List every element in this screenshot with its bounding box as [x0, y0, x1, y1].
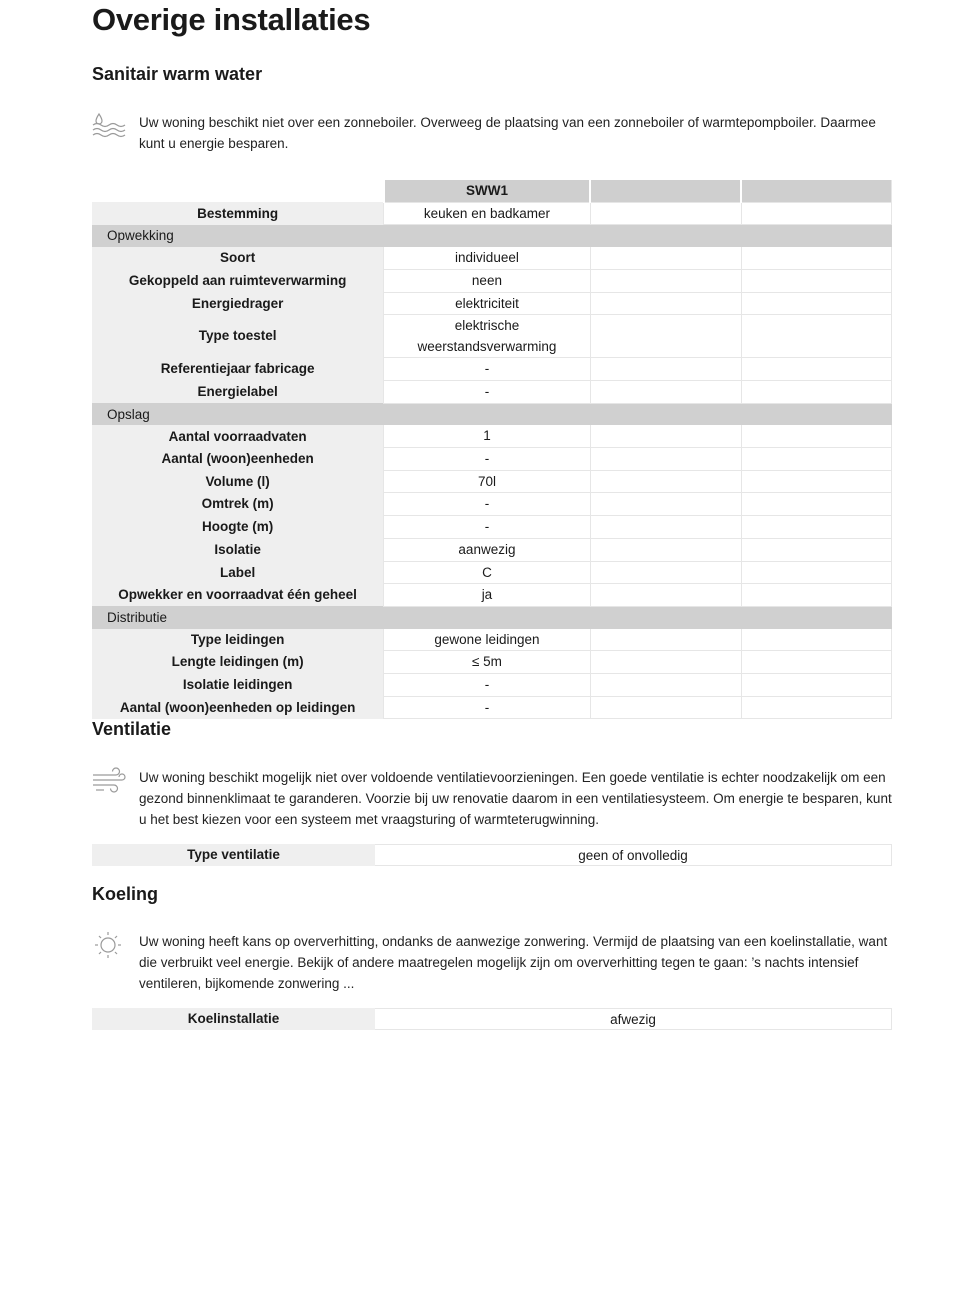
ventilatie-label: Type ventilatie [92, 844, 375, 866]
table-row-label: Aantal (woon)eenheden op leidingen [92, 696, 384, 719]
water-heater-icon [92, 112, 139, 154]
table-row [92, 315, 892, 358]
table-row-value: 1 [384, 425, 591, 447]
table-row [92, 202, 892, 225]
table-row-label: Type toestel [92, 315, 384, 358]
table-row [92, 425, 892, 447]
table-row-empty [590, 425, 741, 447]
table-row [92, 516, 892, 539]
table-row-empty [590, 538, 741, 561]
table-row-empty [590, 448, 741, 471]
table-row-empty [590, 516, 741, 539]
table-row-empty [741, 696, 891, 719]
table-row-value: C [384, 561, 591, 584]
table-header-row [92, 180, 892, 202]
table-row-label: Referentiejaar fabricage [92, 358, 384, 381]
table-row-empty [741, 584, 891, 607]
ventilatie-info-block [92, 767, 892, 830]
table-row [92, 292, 892, 315]
page-title: Overige installaties [92, 2, 371, 37]
table-row-label: Hoogte (m) [92, 516, 384, 539]
table-row-value: - [384, 380, 591, 403]
table-row-empty [590, 315, 741, 358]
table-row-empty [741, 448, 891, 471]
table-row-label: Aantal (woon)eenheden [92, 448, 384, 471]
table-row-empty [590, 651, 741, 674]
table-row [92, 584, 892, 607]
table-row-empty [741, 247, 891, 269]
table-row-empty [741, 561, 891, 584]
sww-info-block [92, 112, 892, 154]
table-header-cell: SWW1 [384, 180, 591, 202]
table-row-value: - [384, 358, 591, 381]
table-row-empty [590, 493, 741, 516]
table-row-label: Label [92, 561, 384, 584]
table-row-label: Energiedrager [92, 292, 384, 315]
table-header-cell [741, 180, 891, 202]
table-row-empty [741, 315, 891, 358]
table-row-value: gewone leidingen [384, 629, 591, 651]
ventilatie-value: geen of onvolledig [375, 844, 892, 866]
table-row-label: Type leidingen [92, 629, 384, 651]
table-row-label: Isolatie [92, 538, 384, 561]
table-row [92, 358, 892, 381]
table-row-empty [590, 247, 741, 269]
table-row-empty [741, 380, 891, 403]
table-row-value: ja [384, 584, 591, 607]
table-section-row [92, 225, 892, 247]
table-section-row [92, 606, 892, 628]
table-row [92, 674, 892, 697]
wind-icon [92, 767, 139, 830]
table-row-empty [741, 269, 891, 292]
table-row-label: Bestemming [92, 202, 384, 225]
sww-table [92, 180, 892, 719]
table-row-label: Energielabel [92, 380, 384, 403]
table-row-empty [741, 674, 891, 697]
table-row-empty [741, 202, 891, 225]
table-row-empty [741, 651, 891, 674]
table-row [92, 247, 892, 269]
table-row-value: individueel [384, 247, 591, 269]
section-heading-ventilatie: Ventilatie [92, 719, 172, 739]
table-row-empty [590, 561, 741, 584]
table-row-empty [741, 470, 891, 493]
table-row-empty [590, 674, 741, 697]
table-row [92, 470, 892, 493]
table-row-empty [741, 493, 891, 516]
table-section-label: Opwekking [92, 225, 892, 247]
table-row [92, 696, 892, 719]
table-row-label: Isolatie leidingen [92, 674, 384, 697]
table-row-empty [590, 202, 741, 225]
table-section-label: Opslag [92, 403, 892, 425]
table-row-empty [590, 696, 741, 719]
table-row-value: - [384, 696, 591, 719]
table-row [92, 269, 892, 292]
koeling-info-block [92, 931, 892, 994]
table-row-empty [741, 538, 891, 561]
table-row-value: - [384, 448, 591, 471]
sww-info-text: Uw woning beschikt niet over een zonneboiler. Overweeg de plaatsing van een zonneboiler of warmtepompboiler. Daarmee kunt u energie besparen. [139, 115, 876, 151]
table-row-empty [590, 629, 741, 651]
table-row [92, 493, 892, 516]
table-row-empty [741, 425, 891, 447]
table-row [92, 561, 892, 584]
koeling-label: Koelinstallatie [92, 1008, 375, 1030]
table-row-empty [590, 292, 741, 315]
table-row-empty [590, 358, 741, 381]
table-row-empty [741, 516, 891, 539]
table-row-empty [741, 292, 891, 315]
table-row-label: Volume (l) [92, 470, 384, 493]
table-row-label: Lengte leidingen (m) [92, 651, 384, 674]
table-row-empty [590, 584, 741, 607]
table-row-label: Soort [92, 247, 384, 269]
sun-icon [92, 931, 139, 994]
table-row [92, 629, 892, 651]
table-row [92, 380, 892, 403]
koeling-row [92, 1008, 892, 1030]
table-row-label: Omtrek (m) [92, 493, 384, 516]
table-row-value: 70l [384, 470, 591, 493]
table-row-value: elektriciteit [384, 292, 591, 315]
table-row-value: - [384, 674, 591, 697]
ventilatie-info-text: Uw woning beschikt mogelijk niet over voldoende ventilatievoorzieningen. Een goede ventilatie is echter noodzakelijk om een gezond binnenklimaat te garanderen. Voorzie bij uw renovatie daarom in een ventilatiesysteem. Om energie te besparen, kunt u het best kiezen voor een systeem met vraagsturing of warmteterugwinning. [139, 770, 892, 827]
table-row [92, 448, 892, 471]
ventilatie-row [92, 844, 892, 866]
table-section-label: Distributie [92, 606, 892, 628]
table-row-value: elektrische weerstandsverwarming [384, 315, 591, 358]
table-row-value: neen [384, 269, 591, 292]
table-row-empty [590, 470, 741, 493]
table-row-value: - [384, 493, 591, 516]
table-row-value: aanwezig [384, 538, 591, 561]
table-row [92, 651, 892, 674]
section-heading-sww: Sanitair warm water [92, 64, 263, 84]
table-section-row [92, 403, 892, 425]
table-row-empty [741, 358, 891, 381]
table-row-value: - [384, 516, 591, 539]
table-header-cell [590, 180, 741, 202]
table-row-empty [590, 380, 741, 403]
table-row-value: ≤ 5m [384, 651, 591, 674]
table-header-corner [92, 180, 384, 202]
table-row-empty [741, 629, 891, 651]
section-heading-koeling: Koeling [92, 884, 158, 904]
table-row-label: Gekoppeld aan ruimteverwarming [92, 269, 384, 292]
koeling-value: afwezig [375, 1008, 892, 1030]
table-row-empty [590, 269, 741, 292]
table-row-label: Opwekker en voorraadvat één geheel [92, 584, 384, 607]
table-row-label: Aantal voorraadvaten [92, 425, 384, 447]
koeling-info-text: Uw woning heeft kans op oververhitting, ondanks de aanwezige zonwering. Vermijd de plaatsing van een koelinstallatie, want die verbruikt veel energie. Bekijk of andere maatregelen mogelijk zijn om oververhitting tegen te gaan: ’s nachts intensief ventileren, bijkomende zonwering ... [139, 934, 888, 991]
table-row-value: keuken en badkamer [384, 202, 591, 225]
table-row [92, 538, 892, 561]
